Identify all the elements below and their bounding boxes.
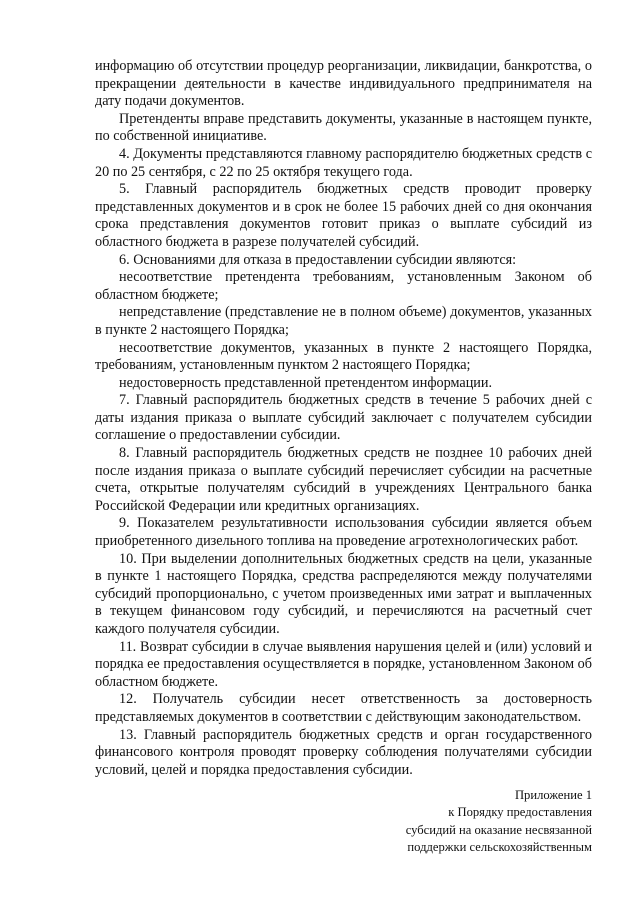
paragraph-item-7: 7. Главный распорядитель бюджетных средств в течение 5 рабочих дней с даты издания приказа о выплате субсидий заключает с получателем субсидии соглашение о предоставлении субсидии. <box>95 392 592 444</box>
refusal-reason-1: несоответствие претендента требованиям, установленным Законом об областном бюджете; <box>95 269 592 303</box>
paragraph-continuation: информацию об отсутствии процедур реорганизации, ликвидации, банкротства, о прекращении деятельности в качестве индивидуального предпринимателя на дату подачи документов. <box>95 58 592 110</box>
paragraph-item-5: 5. Главный распорядитель бюджетных средств проводит проверку представленных документов и в срок не более 15 рабочих дней со дня окончания срока представления документов готовит приказ о выплате субсидий из областного бюджета в разрезе получателей субсидий. <box>95 181 592 250</box>
paragraph-item-9: 9. Показателем результативности использования субсидии является объем приобретенного дизельного топлива на проведение агротехнологических работ. <box>95 515 592 550</box>
appendix-header <box>332 787 592 857</box>
document-body <box>95 58 592 779</box>
appendix-line: поддержки сельскохозяйственным <box>407 840 592 855</box>
paragraph-item-10: 10. При выделении дополнительных бюджетных средств на цели, указанные в пункте 1 настоящего Порядка, средства распределяются между получателями субсидий пропорционально, с учетом произведенных ими затрат и выплаченных в текущем финансовом году субсидий, и перечисляются на расчетный счет каждого получателя субсидии. <box>95 550 592 637</box>
paragraph-item-8: 8. Главный распорядитель бюджетных средств не позднее 10 рабочих дней после издания приказа о выплате субсидий перечисляет субсидии на расчетные счета, открытые получателям субсидий в учреждениях Центрального банка Российской Федерации или кредитных организациях. <box>95 445 592 514</box>
appendix-title: Приложение 1 <box>514 788 592 802</box>
paragraph-item-13: 13. Главный распорядитель бюджетных средств и орган государственного финансового контроля проводят проверку соблюдения получателями субсидии условий, целей и порядка предоставления субсидии. <box>95 726 592 778</box>
paragraph-item-12: 12. Получатель субсидии несет ответственность за достоверность представляемых документов в соответствии с действующим законодательством. <box>95 691 592 725</box>
paragraph-item-6: 6. Основаниями для отказа в предоставлении субсидии являются: <box>119 251 517 268</box>
paragraph-initiative: Претенденты вправе представить документы, указанные в настоящем пункте, по собственной инициативе. <box>95 110 592 145</box>
appendix-line: субсидий на оказание несвязанной <box>405 822 592 837</box>
refusal-reason-4: недостоверность представленной претендентом информации. <box>119 374 493 391</box>
appendix-line: к Порядку предоставления <box>448 805 592 820</box>
paragraph-item-4: 4. Документы представляются главному распорядителю бюджетных средств с 20 по 25 сентября, с 22 по 25 октября текущего года. <box>95 145 592 180</box>
refusal-reason-2: непредставление (представление не в полном объеме) документов, указанных в пункте 2 настоящего Порядка; <box>95 304 592 338</box>
refusal-reason-3: несоответствие документов, указанных в пункте 2 настоящего Порядка, требованиям, установленным пунктом 2 настоящего Порядка; <box>95 339 592 374</box>
paragraph-item-11: 11. Возврат субсидии в случае выявления нарушения целей и (или) условий и порядка ее предоставления осуществляется в порядке, установленном Законом об областном бюджете. <box>95 638 592 690</box>
